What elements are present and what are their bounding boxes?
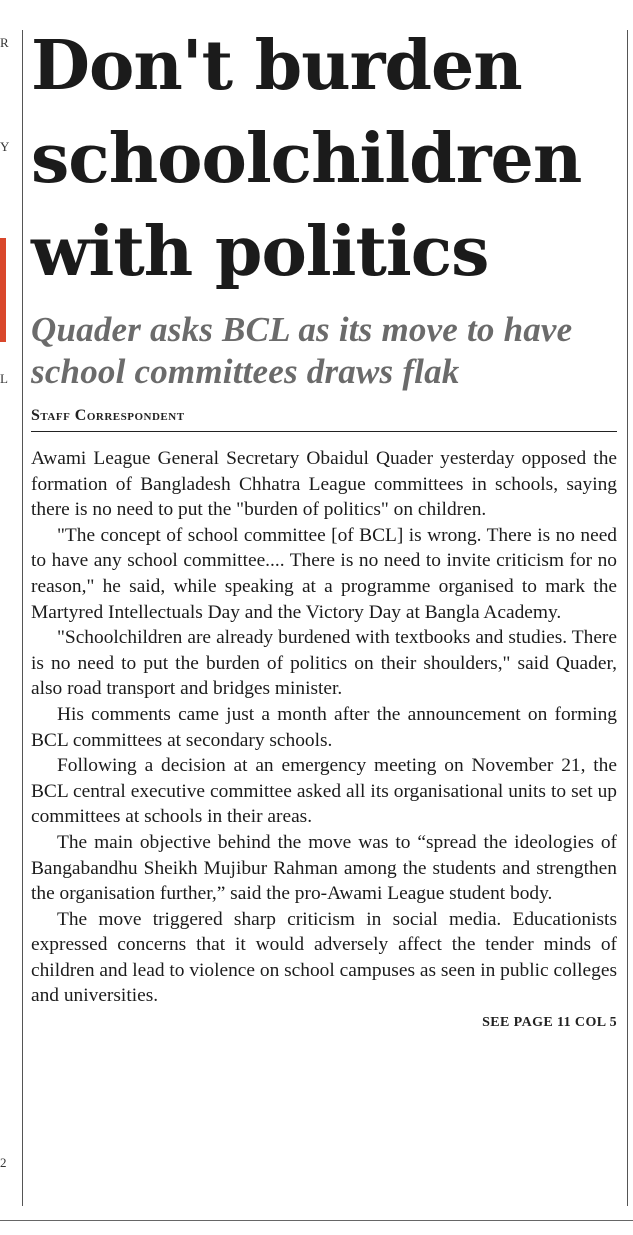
margin-fragment: L [0,371,8,386]
body-paragraph: Following a decision at an emergency meeting on November 21, the BCL central executive committee asked all its organisational units to set up committees at schools in their areas. [31,755,617,828]
headline-line: with politics [31,212,489,292]
headline-line: schoolchildren [31,119,582,199]
margin-fragment: Y [0,139,10,154]
subheadline-line: Quader asks BCL as its move to have [31,310,573,349]
byline: Staff Correspondent [31,407,617,432]
margin-fragment: 2 [0,1155,7,1170]
body-paragraph: "Schoolchildren are already burdened with textbooks and studies. There is no need to put the burden of politics on their shoulders," said Quader, also road transport and bridges minister. [31,627,617,700]
body-paragraph: His comments came just a month after the announcement on forming BCL committees at secondary schools. [31,703,617,751]
subheadline-line: school committees draws flak [31,352,460,391]
subheadline [31,309,617,393]
news-article [31,20,617,1031]
margin-fragment: R [0,35,9,50]
column-rule-left [22,30,23,1206]
body-paragraph: The main objective behind the move was to “spread the ideologies of Bangabandhu Sheikh Mujibur Rahman among the students and strengthen the organisation further,” said the pro-Awami League student body. [31,831,617,905]
body-paragraph: "The concept of school committee [of BCL] is wrong. There is no need to have any school committee.... There is no need to invite criticism for no reason," he said, while speaking at a programme organised to mark the Martyred Intellectuals Day and the Victory Day at Bangla Academy. [31,524,617,623]
body-paragraph: Awami League General Secretary Obaidul Quader yesterday opposed the formation of Bangladesh Chhatra League committees in schools, saying there is no need to put the "burden of politics" on children. [31,448,617,521]
headline [31,20,617,299]
article-body [31,446,617,1009]
continued-on-page-link[interactable]: SEE PAGE 11 COL 5 [482,1015,617,1031]
page-bottom-rule [0,1220,633,1221]
adjacent-red-accent [0,238,6,342]
adjacent-column-strip [0,0,14,1235]
headline-line: Don't burden [31,26,522,106]
column-rule-right [627,30,628,1206]
body-paragraph: The move triggered sharp criticism in social media. Educationists expressed concerns that it would adversely affect the tender minds of children and lead to violence on school campuses as seen in public colleges and universities. [31,908,617,1007]
